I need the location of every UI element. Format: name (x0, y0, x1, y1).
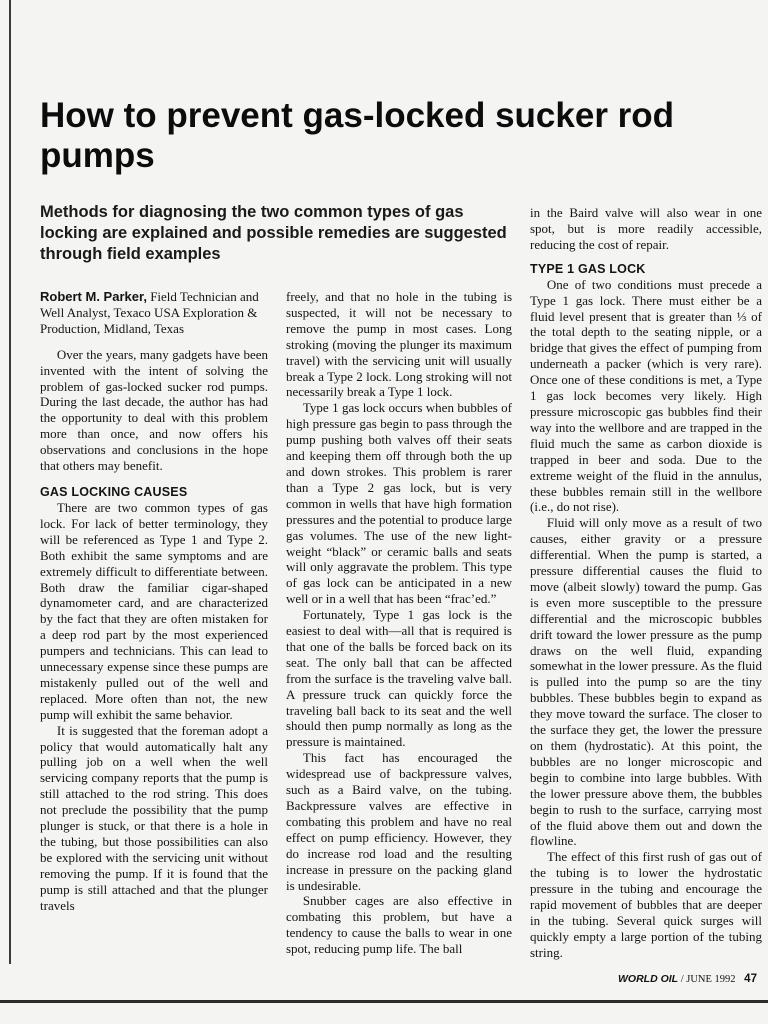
author-name: Robert M. Parker, (40, 289, 147, 304)
article-deck: Methods for diagnosing the two common types of gas locking are explained and possible remedies are suggested through field examples (40, 203, 507, 263)
col2-paragraph-5: Snubber cages are also effective in combating this problem, but have a tendency to cause the balls to wear in one spot, reducing pump life. The ball (286, 893, 512, 957)
author-affiliation: Field Technician and Well Analyst, Texaco USA Exploration & Production, Midland, Texas (40, 289, 259, 336)
causes-paragraph-1: There are two common types of gas lock. For lack of better terminology, they will be referenced as Type 1 and Type 2. Both exhibit the same symptoms and are extremely difficult to differentiate between. Both draw the familiar cigar-shaped dynamometer card, and are characterized by the fact that they are often mistaken for a deep rod part by the most experienced pumpers and technicians. This can lead to unnecessary expense since these pumps are mistakenly pulled out of the well and replaced. More often than not, the new pump will exhibit the same behavior. (40, 499, 268, 722)
type1-paragraph-3: The effect of this first rush of gas out of the tubing is to lower the hydrostatic pressure in the tubing and encourage the rapid movement of bubbles that are deeper in the tubing. Several quick surges will quickly empty a large portion of the tubing string. (530, 849, 762, 960)
type1-paragraph-1: One of two conditions must precede a Type 1 gas lock. There must either be a fluid level present that is greater than ⅓ of the total depth to the seating nipple, or a bridge that gives the effect of pumping from underneath a packer (which is very rare). Once one of these conditions is met, a Type 1 gas lock becomes very likely. High pressure microscopic gas bubbles find their way into the wellbore and are trapped in the fluid much the same as carbon dioxide is trapped in beer and soda. Due to the extreme weight of the fluid in the annulus, these bubbles remain still in the wellbore (i.e., do not rise). (530, 276, 762, 515)
causes-paragraph-2: It is suggested that the foreman adopt a policy that would automatically halt any pulling job on a well when the well servicing company reports that the pump is still attached to the rod string. This does not preclude the possibility that the pump plunger is stuck, or that there is a hole in the tubing, but those possibilities can also be explored with the servicing unit without removing the pump. If it is found that the pump is still attached and that the plunger travels (40, 722, 268, 913)
heading-type-1-gas-lock: TYPE 1 GAS LOCK (530, 261, 646, 276)
col2-paragraph-1: freely, and that no hole in the tubing is suspected, it will not be necessary to remove the pump in most cases. Long stroking (moving the plunger its maximum travel) with the servicing unit will usually break a Type 2 lock. Long stroking will not necessarily break a Type 1 lock. (286, 289, 512, 400)
page-footer (618, 972, 766, 987)
footer-magazine: WORLD OIL (618, 973, 679, 985)
column-3 (530, 205, 762, 969)
heading-gas-locking-causes: GAS LOCKING CAUSES (40, 484, 188, 499)
author-byline (40, 289, 268, 337)
col2-paragraph-4: This fact has encouraged the widespread use of backpressure valves, such as a Baird valve, on the tubing. Backpressure valves are effective in combating this problem and have no real effect on pump efficiency. However, they do increase rod load and the resulting increase in pressure on the packing gland is undesirable. (286, 750, 512, 893)
footer-page-number: 47 (744, 973, 757, 985)
col3-paragraph-0: in the Baird valve will also wear in one spot, but is more readily accessible, reducing the cost of repair. (530, 205, 762, 252)
type1-paragraph-2: Fluid will only move as a result of two causes, either gravity or a pressure differential. When the pump is started, a pressure differential causes the fluid to move (albeit slowly) toward the pump. Gas is even more susceptible to the pressure differential and the microscopic bubbles drift toward the lower pressure as the pump draws on the well fluid, expanding somewhat in the lower pressure. As the fluid is pulled into the pump so are the tiny bubbles. These bubbles begin to expand as they move toward the surface. The closer to the surface they get, the lower the pressure on them (hydrostatic). At this point, the bubbles are no longer microscopic and begin to combine into large bubbles. With the lower pressure above them, the bubbles begin to rush to the surface, carrying most of the fluid above them out and down the flowline. (530, 515, 762, 849)
page-left-edge (9, 0, 11, 964)
column-2 (286, 289, 512, 969)
footer-date: / JUNE 1992 (680, 974, 736, 985)
page-bottom-edge (0, 1000, 768, 1003)
intro-paragraph: Over the years, many gadgets have been invented with the intent of solving the problem of gas-locked sucker rod pumps. During the last decade, the author has had the opportunity to deal with this problem more than once, and now offers his observations and conclusions in the hope that others may benefit. (40, 346, 268, 474)
article-title: How to prevent gas-locked sucker rod pumps (40, 96, 675, 175)
col2-paragraph-3: Fortunately, Type 1 gas lock is the easiest to deal with—all that is required is that one of the balls be forced back on its seat. The only ball that can be affected from the surface is the traveling valve ball. A pressure truck can quickly force the traveling ball back to its seat and the well should then pump normally as long as the pressure is maintained. (286, 607, 512, 750)
col2-paragraph-2: Type 1 gas lock occurs when bubbles of high pressure gas begin to pass through the pump pushing both valves off their seats and keeping them off through both the up and down strokes. This problem is rarer than a Type 2 gas lock, but is very common in wells that have high formation pressures and the potential to produce large gas volumes. The use of the new light-weight “black” or ceramic balls and seats will only aggravate the problem. This type of gas lock can be anticipated in a new well or in a well that has been “frac’ed.” (286, 400, 512, 607)
column-1 (40, 289, 268, 969)
